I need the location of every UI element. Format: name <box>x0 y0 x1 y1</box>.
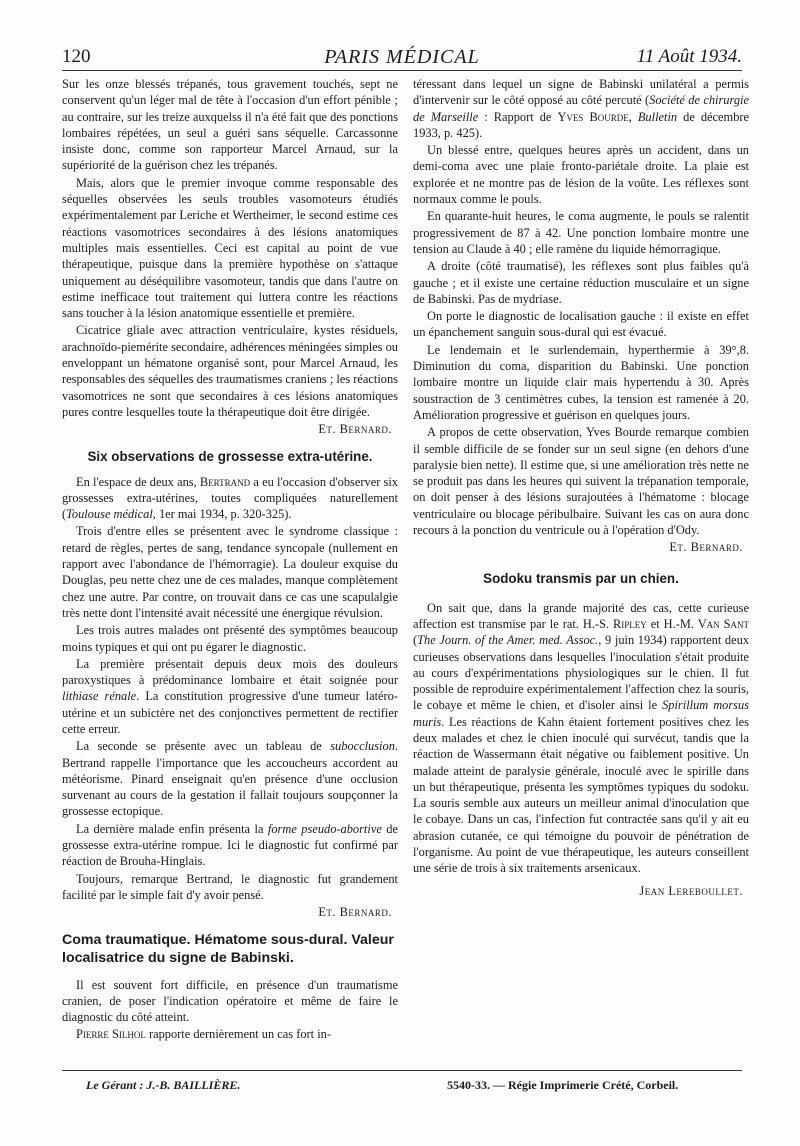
paragraph: En quarante-huit heures, le coma augmente, le pouls se ralentit progressivement de 87 à 42. Une ponction lombaire montre une tension au Claude à 40 ; elle ramène du liquide hémorragique. <box>413 209 749 256</box>
text-span: La seconde se présente avec un tableau de <box>76 739 331 754</box>
text-span: ( <box>413 633 418 648</box>
italic-term: forme pseudo-abortive <box>267 821 382 836</box>
text-span: . Les réactions de Kahn étaient fortement positives chez les deux malades et chez le chien inoculé qui survécut, tandis que la réaction de Wassermann était négative ou faiblement positive. Un malade atteint de paralysie générale, inoculé avec le spirille dans un but thérapeutique, présenta les symptômes typiques du sodoku. La souris semble aux auteurs un meilleur animal d'inoculation que le cobaye. Dans un cas, l'infection fut contractée sans qu'il y ait eu abrasion cutanée, ce qui témoigne du pouvoir de pénétration de l'organisme. Au point de vue thérapeutique, les auteurs conseillent une série de trois à six traitements arsenicaux. <box>413 714 749 876</box>
paragraph: Cicatrice gliale avec attraction ventriculaire, kystes résiduels, arachnoïdo-piemérite secondaire, adhérences méningées simples ou enveloppant un hématone organisé sont, pour Marcel Arnaud, les responsables des séquelles des traumatismes craniens ; les réactions vasomotrices ne sont que secondaires à ces lésions anatomiques pures contre lesquelles toute la thérapeutique doit être dirigée. <box>62 323 398 419</box>
text-span: , <box>628 109 638 124</box>
text-span: a eu l'occasion d'observer six grossesses extra-utérines, toutes compliquées naturellement ( <box>62 474 398 522</box>
article-heading: Sodoku transmis par un chien. <box>483 570 679 586</box>
left-column <box>62 76 398 1044</box>
issue-date: 11 Août 1934. <box>636 46 742 67</box>
author-name: Yves Bourde <box>557 109 629 124</box>
paragraph: Toujours, remarque Bertrand, le diagnostic fut grandement facilité par le simple fait d'y avoir pensé. <box>62 871 398 902</box>
author-name: Pierre Silhol <box>76 1027 146 1042</box>
page-number: 120 <box>62 46 91 67</box>
journal-title: PARIS MÉDICAL <box>324 46 480 68</box>
source-title: The Journ. of the Amer. med. Assoc. <box>417 633 599 648</box>
text-span: de décembre 1933, p. 425). <box>413 109 750 140</box>
paragraph: A propos de cette observation, Yves Bourde remarque combien il semble difficile de se fonder sur un seul signe (en dehors d'une paralysie bien nette). Il estime que, si une amélioration très nette ne se produit pas dans les heures qui suivent la trépanation temporale, on doit penser à des lésions surajoutées à l'hématome : blocage ventriculaire ou blocage péribulbaire. Suivant les cas on aura donc recours à la ponction du ventricule ou à l'opération d'Ody. <box>413 425 749 538</box>
signature: Et. Bernard. <box>318 905 392 920</box>
paragraph: A droite (côté traumatisé), les réflexes sont plus faibles qu'à gauche ; et il existe une certaine réduction musculaire et un signe de Babinski. Pas de mydriase. <box>413 259 749 306</box>
text-span: . Bertrand rappelle l'importance que les accoucheurs accordent au météorisme. Pinard enseignait qu'en présence d'une occlusion survenant au cours de la gestation il fallait toujours soupçonner la grossesse ectopique. <box>62 739 398 819</box>
paragraph <box>413 76 749 141</box>
text-span: de grossesse extra-utérine rompue. Ici le diagnostic fut confirmé par réaction de Brouha-Hinglais. <box>62 821 398 869</box>
paragraph: Mais, alors que le premier invoque comme responsable des séquelles observées les seuls troubles vasomoteurs étudiés expérimentalement par Leriche et Wertheimer, le second estime ces réactions vasomotrices secondaires à des lésions anatomiques multiples mais essentielles. Ceci est capital au point de vue thérapeutique, puisque dans la première hypothèse on s'attaque uniquement au déséquilibre vasomoteur, tandis que dans l'autre on estime inefficace tout traitement qui luttera contre les réactions sans toucher à la lésion anatomique essentielle et première. <box>62 175 398 321</box>
paragraph <box>62 821 398 870</box>
paragraph: Un blessé entre, quelques heures après un accident, dans un demi-coma avec une plaie fronto-pariétale droite. La plaie est explorée et ne montre pas de lésion de la voûte. Les réflexes sont normaux comme le pouls. <box>413 143 749 207</box>
article-heading: Six observations de grossesse extra-utérine. <box>87 448 373 464</box>
italic-term: Spirillum morsus muris <box>413 698 749 729</box>
text-span: . La constitution progressive d'une tumeur latéro-utérine et un subictère net des conjonctives permettent de rectifier cette erreur. <box>62 689 398 736</box>
paragraph: Trois d'entre elles se présentent avec le syndrome classique : retard de règles, pertes de sang, tendance syncopale (nullement en rapport avec l'abondance de l'hémorragie). La douleur exquise du Douglas, peu nette chez une de ces malades, manque complètement chez une autre. Par contre, on trouvait dans ce cas une scapulalgie très nette dont l'intensité avait nécessité une énergique révulsion. <box>62 524 398 620</box>
text-span: téressant dans lequel un signe de Babinski unilatéral a permis d'intervenir sur le côté opposé au côté percuté ( <box>413 77 749 108</box>
signature: Et. Bernard. <box>669 540 743 555</box>
text-span: rapporte dernièrement un cas fort in- <box>145 1027 331 1042</box>
paragraph: Il est souvent fort difficile, en présence d'un traumatisme cranien, de poser l'indication opératoire et même de faire le diagnostic du côté atteint. <box>62 977 398 1025</box>
paragraph <box>62 656 398 737</box>
italic-term: Bulletin <box>637 109 678 124</box>
text-span: En l'espace de deux ans, <box>76 474 200 489</box>
author-name: Bertrand <box>199 474 251 489</box>
text-span: : Rapport de <box>478 109 558 124</box>
italic-term: Société de chirurgie de Marseille <box>413 93 749 124</box>
text-span: On sait que, dans la grande majorité des cas, cette curieuse affection est transmise par le rat. <box>413 600 749 631</box>
text-span: , 9 juin 1934) rapportent deux curieuses observations dans lesquelles l'inoculation s'était produite au cours d'expérimentations physiologiques sur le chien. Il fut possible de reproduire expérimentalement l'affection chez la souris, le cobaye et même le chien, et d'isoler ainsi le <box>413 633 750 713</box>
paragraph <box>413 600 749 877</box>
paragraph: Le lendemain et le surlendemain, hyperthermie à 39°,8. Diminution du coma, disparition du Babinski. Une ponction lombaire montre un liquide clair mais hypertendu à 30. Après soustraction de 3 centimètres cubes, la tension est ramenée à 20. Amélioration progressive et guérison en quelques jours. <box>413 342 749 422</box>
paragraph <box>62 474 398 523</box>
paragraph: Les trois autres malades ont présenté des symptômes beaucoup moins typiques et qui ont pu égarer le diagnostic. <box>62 623 398 654</box>
text-span: , 1er mai 1934, p. 320-325). <box>152 507 292 522</box>
footer-divider <box>62 1070 742 1071</box>
text-span: La première présentait depuis deux mois des douleurs paroxystiques à prédominance lombaire et était soignée pour <box>62 656 398 688</box>
signature: Jean Lereboullet. <box>639 883 743 898</box>
paragraph: On porte le diagnostic de localisation gauche : il existe en effet un épanchement sanguin sous-dural qui est évacué. <box>413 309 749 340</box>
page-header <box>62 46 742 71</box>
right-column <box>413 76 749 909</box>
footer-publisher: Le Gérant : J.-B. BAILLIÈRE. <box>86 1078 241 1092</box>
paragraph <box>62 1026 398 1042</box>
signature: Et. Bernard. <box>318 422 392 437</box>
source-title: Toulouse médical <box>66 507 153 522</box>
italic-term: subocclusion <box>330 739 395 754</box>
author-name: H.-M. Van Sant <box>663 616 750 631</box>
italic-term: lithiase rénale <box>62 689 137 704</box>
paragraph: Sur les onze blessés trépanés, tous gravement touchés, sept ne conservent qu'un léger mal de tête à l'occasion d'un effort pénible ; au contraire, sur les treize auxquelss il n'a été fait que des ponctions lombaires répétées, un seul a guéri sans séquelle. Carcassonne insiste donc, comme son rapporteur Marcel Arnaud, sur la supériorité de la guérison chez les trépanés. <box>62 77 398 173</box>
author-name: H.-S. Ripley <box>582 616 647 631</box>
footer-printer: 5540-33. — Régie Imprimerie Crété, Corbeil. <box>447 1078 679 1092</box>
article-heading: Coma traumatique. Hématome sous-dural. Valeur localisatrice du signe de Babinski. <box>62 931 394 966</box>
paragraph <box>62 738 398 819</box>
text-span: et <box>646 616 664 631</box>
text-span: La dernière malade enfin présenta la <box>76 821 268 836</box>
